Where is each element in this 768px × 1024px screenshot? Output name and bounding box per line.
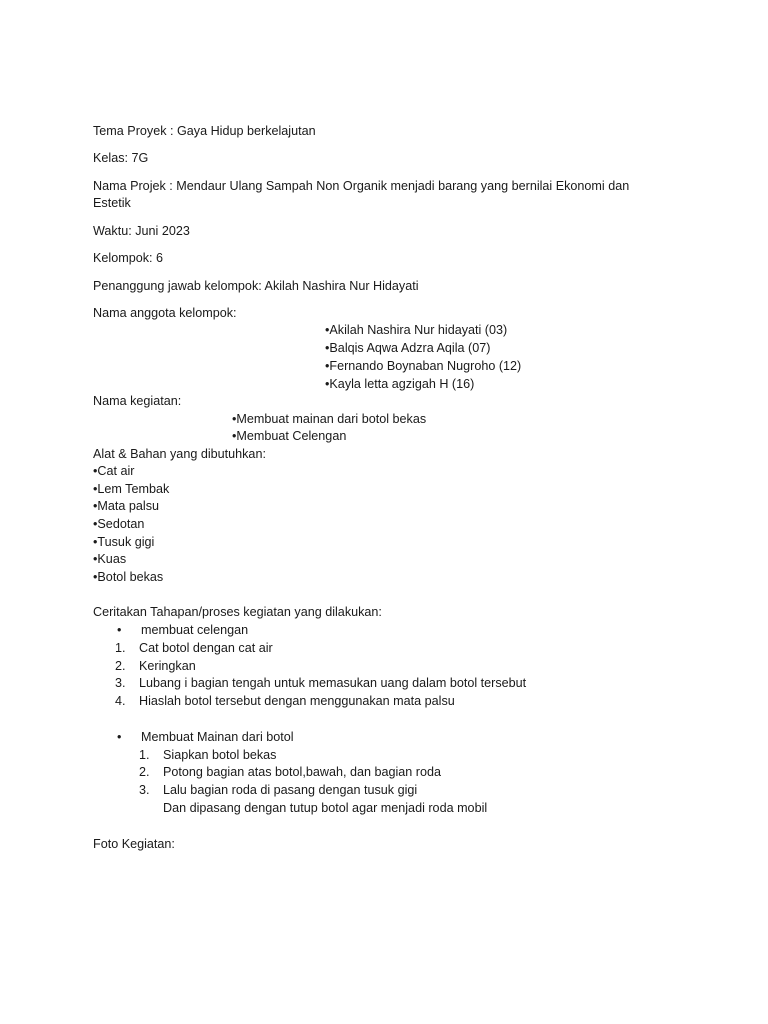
celengan-step: 2. Keringkan bbox=[115, 659, 196, 673]
kelas: Kelas: 7G bbox=[93, 151, 149, 165]
alat-item: •Tusuk gigi bbox=[93, 535, 155, 549]
alat-item: •Kuas bbox=[93, 552, 127, 566]
kegiatan-item: •Membuat Celengan bbox=[232, 429, 347, 443]
alat-item: •Botol bekas bbox=[93, 570, 164, 584]
celengan-step: 4. Hiaslah botol tersebut dengan menggunakan mata palsu bbox=[115, 694, 455, 708]
mainan-step: 2. Potong bagian atas botol,bawah, dan bagian roda bbox=[139, 765, 441, 779]
kegiatan-heading: Nama kegiatan: bbox=[93, 394, 182, 408]
celengan-title: membuat celengan bbox=[141, 623, 249, 637]
anggota-item: •Akilah Nashira Nur hidayati (03) bbox=[325, 323, 508, 337]
celengan-step: 1. Cat botol dengan cat air bbox=[115, 641, 273, 655]
nama-projek: Nama Projek : Mendaur Ulang Sampah Non Organik menjadi barang yang bernilai Ekonomi dan Estetik bbox=[93, 179, 630, 210]
anggota-item: •Kayla letta agzigah H (16) bbox=[325, 377, 475, 391]
alat-item: •Lem Tembak bbox=[93, 482, 170, 496]
anggota-heading: Nama anggota kelompok: bbox=[93, 306, 237, 320]
celengan-step: 3. Lubang i bagian tengah untuk memasukan uang dalam botol tersebut bbox=[115, 676, 527, 690]
anggota-item: •Fernando Boynaban Nugroho (12) bbox=[325, 359, 522, 373]
mainan-title: Membuat Mainan dari botol bbox=[141, 730, 294, 744]
mainan-title-row bbox=[117, 729, 294, 746]
foto-heading: Foto Kegiatan: bbox=[93, 837, 175, 851]
alat-item: •Sedotan bbox=[93, 517, 145, 531]
waktu: Waktu: Juni 2023 bbox=[93, 224, 190, 238]
kegiatan-item: •Membuat mainan dari botol bekas bbox=[232, 412, 427, 426]
anggota-item: •Balqis Aqwa Adzra Aqila (07) bbox=[325, 341, 491, 355]
penanggung-jawab: Penanggung jawab kelompok: Akilah Nashira Nur Hidayati bbox=[93, 279, 419, 293]
tahapan-heading: Ceritakan Tahapan/proses kegiatan yang dilakukan: bbox=[93, 605, 382, 619]
bullet-icon: • bbox=[117, 623, 122, 637]
celengan-title-row bbox=[117, 622, 248, 639]
alat-heading: Alat & Bahan yang dibutuhkan: bbox=[93, 447, 266, 461]
alat-item: •Cat air bbox=[93, 464, 135, 478]
tema-proyek: Tema Proyek : Gaya Hidup berkelajutan bbox=[93, 124, 316, 138]
mainan-step: 1. Siapkan botol bekas bbox=[139, 748, 277, 762]
mainan-step-continuation: Dan dipasang dengan tutup botol agar menjadi roda mobil bbox=[163, 801, 488, 815]
mainan-step: 3. Lalu bagian roda di pasang dengan tusuk gigi bbox=[139, 783, 418, 797]
bullet-icon: • bbox=[117, 730, 122, 744]
kelompok: Kelompok: 6 bbox=[93, 251, 164, 265]
alat-item: •Mata palsu bbox=[93, 499, 160, 513]
